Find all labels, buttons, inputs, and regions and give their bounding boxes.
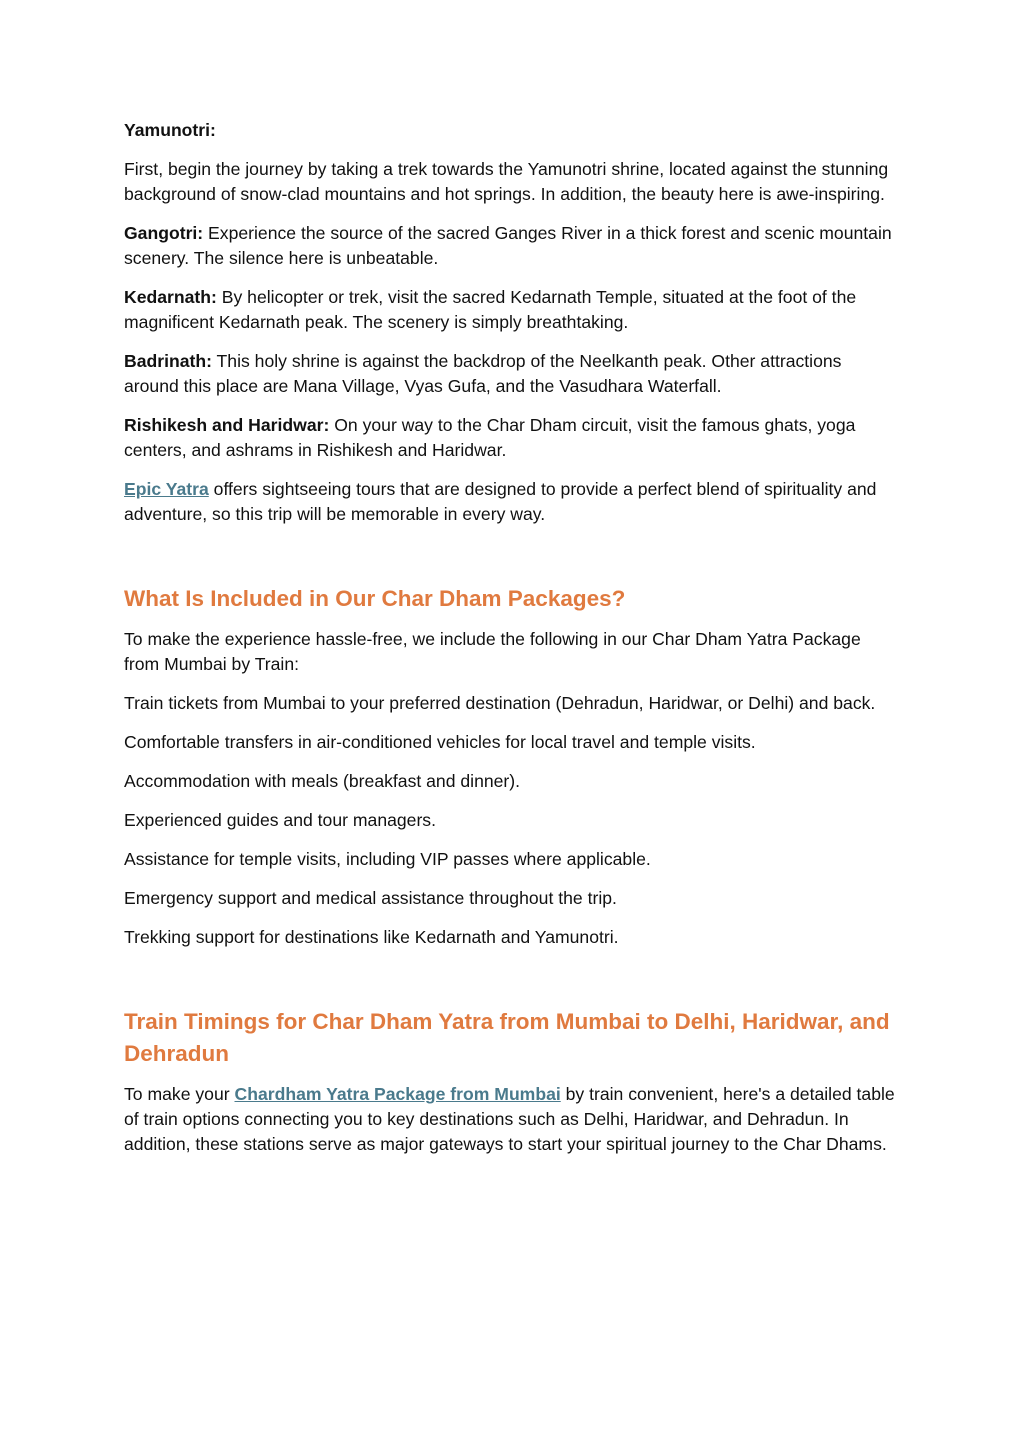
included-item: Emergency support and medical assistance throughout the trip.: [124, 888, 617, 908]
sightseeing-item-badrinath: [124, 349, 900, 399]
included-item: Comfortable transfers in air-conditioned vehicles for local travel and temple visits.: [124, 732, 756, 752]
item-label: Kedarnath:: [124, 287, 217, 307]
item-label: Gangotri:: [124, 223, 204, 243]
item-text: This holy shrine is against the backdrop of the Neelkanth peak. Other attractions around this place are Mana Village, Vyas Gufa, and the Vasudhara Waterfall.: [124, 351, 842, 396]
sightseeing-item-kedarnath: [124, 285, 900, 335]
included-intro: To make the experience hassle-free, we include the following in our Char Dham Yatra Package from Mumbai by Train:: [124, 629, 861, 674]
yamunotri-heading: Yamunotri:: [124, 120, 216, 140]
item-label: Badrinath:: [124, 351, 212, 371]
included-item: Trekking support for destinations like Kedarnath and Yamunotri.: [124, 927, 619, 947]
item-label: Rishikesh and Haridwar:: [124, 415, 330, 435]
included-item: Experienced guides and tour managers.: [124, 810, 436, 830]
section-spacer: [124, 541, 900, 583]
sightseeing-item-gangotri: [124, 221, 900, 271]
chardham-package-link[interactable]: Chardham Yatra Package from Mumbai: [234, 1084, 561, 1104]
train-timings-heading: Train Timings for Char Dham Yatra from Mumbai to Delhi, Haridwar, and Dehradun: [124, 1009, 890, 1066]
item-text: By helicopter or trek, visit the sacred Kedarnath Temple, situated at the foot of the magnificent Kedarnath peak. The scenery is simply breathtaking.: [124, 287, 857, 332]
included-item: Accommodation with meals (breakfast and dinner).: [124, 771, 521, 791]
section-spacer: [124, 964, 900, 1006]
paragraph-suffix: by train convenient, here's a detailed table of train options connecting you to key destinations such as Delhi, Haridwar, and Dehradun. In addition, these stations serve as major gateways to start your spiritual journey to the Char Dhams.: [124, 1084, 895, 1154]
included-heading: What Is Included in Our Char Dham Packages?: [124, 586, 626, 611]
paragraph-prefix: To make your: [124, 1084, 235, 1104]
item-text: Experience the source of the sacred Ganges River in a thick forest and scenic mountain scenery. The silence here is unbeatable.: [124, 223, 892, 268]
sightseeing-item-rishikesh-haridwar: [124, 413, 900, 463]
document-body: [124, 118, 900, 1171]
yamunotri-paragraph: First, begin the journey by taking a trek towards the Yamunotri shrine, located against the stunning background of snow-clad mountains and hot springs. In addition, the beauty here is awe-inspiring.: [124, 159, 889, 204]
epic-yatra-text: offers sightseeing tours that are designed to provide a perfect blend of spirituality and adventure, so this trip will be memorable in every way.: [124, 479, 877, 524]
included-item: Train tickets from Mumbai to your preferred destination (Dehradun, Haridwar, or Delhi) and back.: [124, 693, 876, 713]
epic-yatra-link[interactable]: Epic Yatra: [124, 479, 209, 499]
item-text: On your way to the Char Dham circuit, visit the famous ghats, yoga centers, and ashrams in Rishikesh and Haridwar.: [124, 415, 856, 460]
included-item: Assistance for temple visits, including VIP passes where applicable.: [124, 849, 651, 869]
epic-yatra-paragraph: [124, 477, 900, 527]
train-timings-paragraph: [124, 1082, 900, 1157]
